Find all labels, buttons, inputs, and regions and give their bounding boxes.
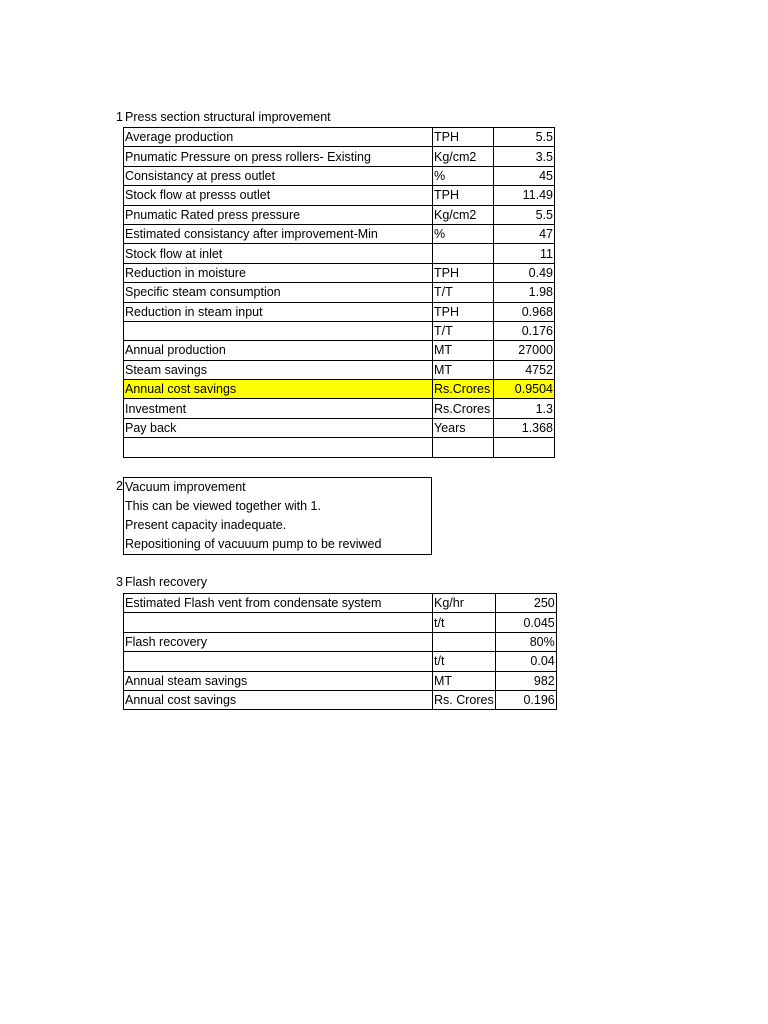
row-label[interactable]: Average production (124, 128, 433, 147)
section-3-number: 3 (116, 575, 123, 589)
row-value[interactable]: 0.176 (494, 321, 555, 340)
notes-line[interactable]: This can be viewed together with 1. (125, 499, 321, 513)
section-3-table (123, 593, 557, 710)
table-row (124, 302, 555, 321)
row-label[interactable]: Annual steam savings (124, 671, 433, 690)
section-2-number: 2 (116, 479, 123, 493)
row-label[interactable]: Consistancy at press outlet (124, 166, 433, 185)
row-unit[interactable]: TPH (433, 263, 494, 282)
row-value[interactable]: 47 (494, 224, 555, 243)
row-label[interactable]: Stock flow at inlet (124, 244, 433, 263)
row-unit[interactable]: TPH (433, 128, 494, 147)
row-unit[interactable]: Kg/cm2 (433, 205, 494, 224)
row-unit[interactable]: Kg/hr (433, 594, 496, 613)
row-unit[interactable]: t/t (433, 613, 496, 632)
row-value[interactable]: 11 (494, 244, 555, 263)
table-row (124, 224, 555, 243)
table-row (124, 671, 557, 690)
row-value[interactable]: 1.3 (494, 399, 555, 418)
row-value[interactable]: 0.968 (494, 302, 555, 321)
row-unit[interactable] (433, 244, 494, 263)
table-row (124, 341, 555, 360)
table-row (124, 438, 555, 457)
row-label[interactable]: Pnumatic Rated press pressure (124, 205, 433, 224)
row-value[interactable]: 1.98 (494, 283, 555, 302)
row-label[interactable]: Specific steam consumption (124, 283, 433, 302)
row-value[interactable]: 11.49 (494, 186, 555, 205)
table-row (124, 399, 555, 418)
section-2-notes (123, 477, 432, 555)
row-value[interactable]: 0.045 (495, 613, 556, 632)
row-label[interactable]: Pay back (124, 418, 433, 437)
row-value[interactable] (494, 438, 555, 457)
table-row (124, 283, 555, 302)
notes-line[interactable]: Vacuum improvement (125, 480, 246, 494)
section-3-title: Flash recovery (125, 575, 207, 589)
table-row (124, 263, 555, 282)
row-label[interactable]: Investment (124, 399, 433, 418)
row-value[interactable]: 27000 (494, 341, 555, 360)
table-row (124, 205, 555, 224)
row-value[interactable]: 0.9504 (494, 380, 555, 399)
table-row (124, 613, 557, 632)
row-unit[interactable]: % (433, 224, 494, 243)
row-label[interactable]: Pnumatic Pressure on press rollers- Existing (124, 147, 433, 166)
table-row (124, 321, 555, 340)
row-unit[interactable] (433, 438, 494, 457)
row-unit[interactable]: Years (433, 418, 494, 437)
row-label[interactable]: Reduction in moisture (124, 263, 433, 282)
row-label[interactable]: Reduction in steam input (124, 302, 433, 321)
row-value[interactable]: 3.5 (494, 147, 555, 166)
section-1-number: 1 (116, 110, 123, 124)
row-value[interactable]: 0.49 (494, 263, 555, 282)
row-unit[interactable]: Kg/cm2 (433, 147, 494, 166)
row-label[interactable]: Annual cost savings (124, 380, 433, 399)
row-unit[interactable]: Rs.Crores (433, 399, 494, 418)
row-unit[interactable]: % (433, 166, 494, 185)
table-row (124, 418, 555, 437)
row-label[interactable]: Annual production (124, 341, 433, 360)
highlighted-row (124, 380, 555, 399)
row-unit[interactable]: t/t (433, 652, 496, 671)
row-label[interactable] (124, 321, 433, 340)
row-value[interactable]: 982 (495, 671, 556, 690)
table-row (124, 652, 557, 671)
table-row (124, 360, 555, 379)
row-value[interactable]: 5.5 (494, 205, 555, 224)
notes-line[interactable]: Present capacity inadequate. (125, 518, 287, 532)
table-row (124, 147, 555, 166)
row-value[interactable]: 0.196 (495, 690, 556, 709)
row-unit[interactable]: MT (433, 360, 494, 379)
row-unit[interactable]: TPH (433, 302, 494, 321)
table-row (124, 186, 555, 205)
row-value[interactable]: 80% (495, 632, 556, 651)
row-value[interactable]: 1.368 (494, 418, 555, 437)
row-label[interactable]: Stock flow at presss outlet (124, 186, 433, 205)
table-row (124, 594, 557, 613)
section-1-table (123, 127, 555, 458)
row-label[interactable] (124, 652, 433, 671)
row-unit[interactable]: Rs. Crores (433, 690, 496, 709)
row-label[interactable]: Estimated consistancy after improvement-Min (124, 224, 433, 243)
table-row (124, 128, 555, 147)
section-1-title: Press section structural improvement (125, 110, 331, 124)
row-label[interactable] (124, 438, 433, 457)
row-value[interactable]: 5.5 (494, 128, 555, 147)
row-value[interactable]: 4752 (494, 360, 555, 379)
row-label[interactable] (124, 613, 433, 632)
row-value[interactable]: 0.04 (495, 652, 556, 671)
row-unit[interactable]: T/T (433, 321, 494, 340)
row-value[interactable]: 45 (494, 166, 555, 185)
row-unit[interactable]: MT (433, 341, 494, 360)
table-row (124, 244, 555, 263)
row-unit[interactable]: Rs.Crores (433, 380, 494, 399)
table-row (124, 690, 557, 709)
row-unit[interactable]: MT (433, 671, 496, 690)
row-unit[interactable]: T/T (433, 283, 494, 302)
row-label[interactable]: Annual cost savings (124, 690, 433, 709)
notes-line[interactable]: Repositioning of vacuuum pump to be reviwed (125, 537, 382, 551)
row-unit[interactable]: TPH (433, 186, 494, 205)
table-row (124, 166, 555, 185)
row-label[interactable]: Steam savings (124, 360, 433, 379)
row-label[interactable]: Estimated Flash vent from condensate system (124, 594, 433, 613)
row-label[interactable]: Flash recovery (124, 632, 433, 651)
table-row (124, 632, 557, 651)
row-value[interactable]: 250 (495, 594, 556, 613)
row-unit[interactable] (433, 632, 496, 651)
